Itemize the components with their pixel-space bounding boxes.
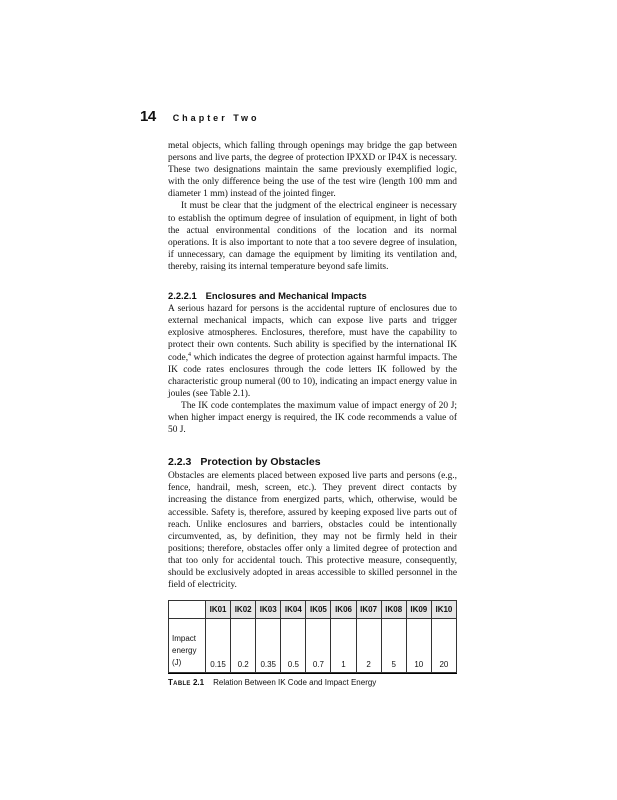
- paragraph-3-text-b: which indicates the degree of protection against harmful impacts. The IK code rates enclosures through the code letters IK followed by the characteristic group numeral (00 to 10), indicating an impact energy value in joules (see Table 2.1).: [168, 352, 457, 399]
- row-label: [169, 619, 206, 673]
- table-cell: 10: [406, 619, 431, 673]
- section-heading-enclosures: [168, 290, 457, 302]
- table-header-cell: IK10: [431, 601, 456, 619]
- table-cell: 5: [381, 619, 406, 673]
- table-cell: 0.35: [256, 619, 281, 673]
- page-number: 14: [140, 108, 156, 125]
- table-cell: 0.5: [281, 619, 306, 673]
- table-corner-cell: [169, 601, 206, 619]
- caption-number: 2.1: [192, 678, 205, 687]
- table-header-cell: IK01: [206, 601, 231, 619]
- running-header: [140, 108, 260, 125]
- caption-label: Table: [168, 678, 191, 687]
- paragraph-1: metal objects, which falling through openings may bridge the gap between persons and live parts, the degree of protection IPXXD or IP4X is necessary. These two designations maintain the same previously exemplified logic, with the only difference being the use of the test wire (length 100 mm and diameter 1 mm) instead of the jointed finger.: [168, 141, 457, 200]
- paragraph-3-text-a: A serious hazard for persons is the accidental rupture of enclosures due to external mechanical impacts, which can expose live parts and trigger explosive atmospheres. Enclosures, therefore, must have the capability to protect their own contents. Such ability is specified by the international IK code,: [168, 304, 457, 363]
- paragraph-4: The IK code contemplates the maximum value of impact energy of 20 J; when higher impact energy is required, the IK code recommends a value of 50 J.: [168, 400, 457, 436]
- caption-rule: [168, 673, 457, 674]
- table-caption: [168, 678, 457, 687]
- main-text: [168, 140, 457, 591]
- section-title: Protection by Obstacles: [200, 456, 321, 469]
- table-cell: 0.15: [206, 619, 231, 673]
- table-header-row: [169, 601, 457, 619]
- table-header-cell: IK09: [406, 601, 431, 619]
- table-header-cell: IK07: [356, 601, 381, 619]
- table-cell: 2: [356, 619, 381, 673]
- row-label-line: Impact: [172, 634, 197, 643]
- ik-code-table: [168, 600, 457, 687]
- paragraph-5: Obstacles are elements placed between exposed live parts and persons (e.g., fence, handrail, mesh, screen, etc.). They prevent direct contacts by increasing the distance from energized parts, which, otherwise, would be accessible. Safety is, therefore, assured by keeping exposed live parts out of reach. Unlike enclosures and barriers, obstacles could be intentionally circumvented, as, by definition, they may not be firmly held in their positions; therefore, obstacles offer only a limited degree of protection and that too only for accidental touch. This protective measure, consequently, should be exclusively adopted in areas accessible to skilled personnel in the field of electricity.: [168, 471, 457, 591]
- chapter-title: Chapter Two: [172, 113, 260, 123]
- table: [168, 600, 457, 673]
- paragraph-3: [168, 303, 457, 400]
- section-number: 2.2.2.1: [168, 290, 197, 302]
- section-number: 2.2.3: [168, 456, 192, 469]
- table-header-cell: IK08: [381, 601, 406, 619]
- section-heading-obstacles: [168, 456, 457, 468]
- section-title: Enclosures and Mechanical Impacts: [205, 290, 367, 302]
- table-row: [169, 619, 457, 673]
- table-cell: 0.7: [306, 619, 331, 673]
- table-header-cell: IK06: [331, 601, 356, 619]
- row-label-line: energy: [172, 646, 197, 655]
- table-header-cell: IK04: [281, 601, 306, 619]
- table-cell: 1: [331, 619, 356, 673]
- caption-text: Relation Between IK Code and Impact Energy: [213, 678, 377, 687]
- table-header-cell: IK05: [306, 601, 331, 619]
- table-header-cell: IK03: [256, 601, 281, 619]
- row-label-line: (J): [172, 658, 182, 667]
- table-cell: 20: [431, 619, 456, 673]
- footnote-ref: 4: [188, 351, 192, 358]
- paragraph-2: It must be clear that the judgment of the electrical engineer is necessary to establish the optimum degree of insulation of equipment, in light of both the actual environmental conditions of the location and its normal operations. It is also important to note that a too severe degree of insulation, if unnecessary, can damage the equipment by limiting its ventilation and, thereby, raising its internal temperature beyond safe limits.: [168, 201, 457, 272]
- table-header-cell: IK02: [231, 601, 256, 619]
- table-cell: 0.2: [231, 619, 256, 673]
